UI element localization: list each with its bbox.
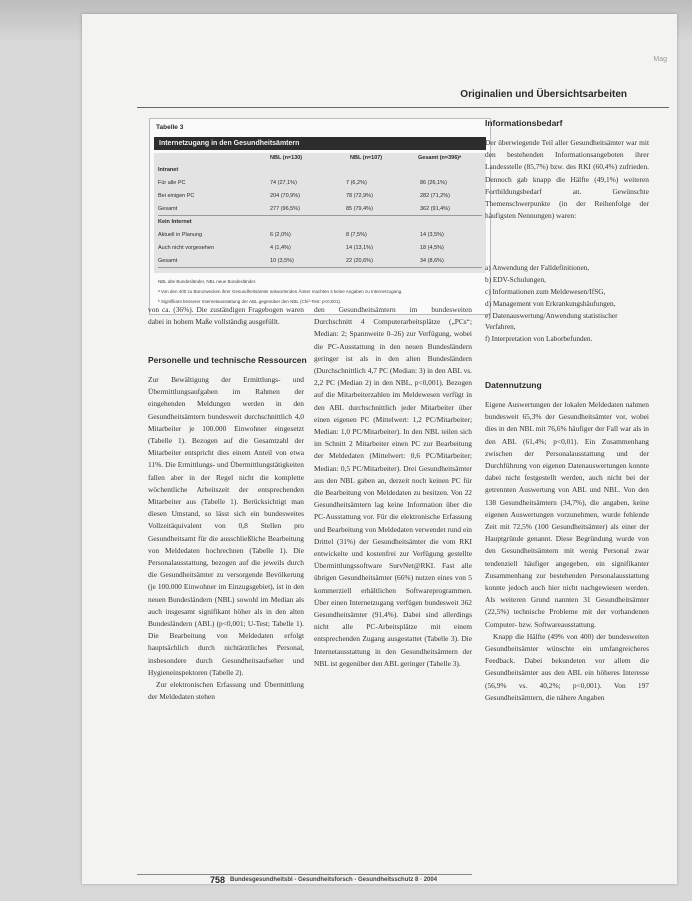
table-3 [149, 118, 491, 315]
table-cell: 74 (27,1%) [270, 180, 297, 186]
table-title: Internetzugang in den Gesundheitsämtern [154, 137, 486, 150]
table-cell: 85 (79,4%) [346, 206, 373, 212]
table-cell: 34 (8,6%) [420, 258, 444, 264]
table-row [158, 258, 482, 268]
column-header: NBL (n=130) [270, 155, 303, 161]
journal-page [82, 14, 677, 884]
table-row [158, 206, 482, 216]
table-cell: 14 (13,1%) [346, 245, 373, 251]
row-label: Intranet [158, 167, 179, 173]
section-header: Originalien und Übersichtsarbeiten [460, 89, 627, 100]
table-cell: 22 (20,6%) [346, 258, 373, 264]
row-label: Gesamt [158, 206, 178, 212]
corner-mark: Mag [653, 56, 667, 63]
table-row [158, 167, 482, 176]
column-header: Gesamt (n=396)ᵃ [418, 155, 462, 161]
section-heading: Personelle und technische Ressourcen [148, 355, 307, 365]
table-note: ᵇ Signifikant besserer Internetausstattung der ABL gegenüber den NBL (Chi²-Test: p<0,001). [158, 299, 342, 304]
table-row [158, 193, 482, 202]
row-label: Gesamt [158, 258, 178, 264]
paragraph: Eigene Auswertungen der lokalen Meldedaten nahmen bundesweit 65,3% der Gesundheitsämter vor, wobei dies in den NBL mit 76,6% häufiger der Fall war als in den ABL (61,4%; p<0,01). Ein Zusammenhang zwischen der Personalausstattung und der Durchführung von eigenen Datenauswertungen konnte dabei nicht festgestellt werden, auch nicht bei der getrennten Auswertung von ABL und NBL. Von den 138 Gesundheitsämtern (34,7%), die angaben, keine eigenen Auswertungen vorzunehmen, wurde fehlende Zeit mit 72,5% (100 Gesundheitsämter) als einer der Hauptgründe genannt. Diese Begründung wurde von den Gesundheitsämtern mit wenig Personal zwar tendenziell häufiger angegeben, ein signifikanter Zusammenhang zur bestehenden Personalausstattung konnte jedoch auch hier nicht nachgewiesen werden. Als weiteren Grund nannten 31 Gesundheitsämter (22,5%) technische Probleme mit der vorhandenen Computer- bzw. Softwareausstattung. [485, 400, 649, 629]
list-item: d) Management von Erkrankungshäufungen, [485, 299, 616, 308]
column-1-body [148, 374, 304, 703]
journal-citation: Bundesgesundheitsbl - Gesundheitsforsch - Gesundheitsschutz 8 · 2004 [230, 877, 438, 883]
paragraph: Knapp die Hälfte (49% von 400) der bundesweiten Gesundheitsämter wünschte ein umfangreicheres Feedback. Dabei bekundeten vor allem die Gesundheitsämter aus den ABL ein höheres Interesse (56,9% vs. 40,2%; p<0,001). Von 197 Gesundheitsämtern, die nähere Angaben [485, 631, 649, 702]
column-3-body [485, 399, 649, 704]
column-header: NBL (n=107) [350, 155, 383, 161]
section-heading: Informationsbedarf [485, 118, 563, 128]
row-label: Auch nicht vorgesehen [158, 245, 214, 251]
table-cell: 4 (1,4%) [270, 245, 291, 251]
section-heading: Datennutzung [485, 380, 542, 390]
column-3-intro [485, 137, 649, 222]
list-item: f) Interpretation von Laborbefunden. [485, 334, 593, 343]
table-cell: 204 (70,9%) [270, 193, 300, 199]
list-item: e) Datenauswertung/Anwendung statistischer Verfahren, [485, 311, 618, 331]
column-2 [314, 304, 472, 670]
paragraph: den Gesundheitsämtern im bundesweiten Durchschnitt 4 Computerarbeitsplätze („PCs“; Median: 2; Spannweite 0–26) zur Verfügung, wobei die PC-Ausstattung in den neuen Bundesländern geringer ist als in den alten Bundesländern (Durchschnittlich 4,7 PC (Median: 3) in den ABL vs. 2,2 PC (Median 2) in den NBL, p<0,001). Bezogen auf die Mitarbeiterzahlen im Meldewesen verfügt in den ABL durchschnittlich jeder Mitarbeiter über einen eigenen PC (Mittelwert: 1,2 PC/Mitarbeiter; Median: 1,0 PC/Mitarbeiter). In den NBL teilen sich im Schnitt 2 Mitarbeiter einen PC zur Bearbeitung der Meldedaten (Mittelwert: 0,6 PC/Mitarbeiter; Median: 0,5 PC/Mitarbeiter). Drei Gesundheitsämter aus den NBL gaben an, derzeit noch keinen PC für die Bearbeitung von Meldedaten zu besitzen. Von 22 Gesundheitsämtern lag keine Information über die PC-Ausstattung vor. Für die elektronische Erfassung und Bearbeitung von Meldedaten verwendet rund ein Drittel (31%) der Gesundheitsämter die vom RKI entwickelte und kostenfrei zur Verfügung gestellte Übermittlungssoftware SurvNet@RKI. Fast alle übrigen Gesundheitsämter (66%) nutzen eines von 5 kommerziell erhältlichen Softwareprogrammen. Über einen Internetzugang verfügen bundesweit 362 Gesundheitsämter (91,4%). Dabei sind allerdings nicht alle PC-Arbeitsplätze mit einem entsprechenden Zugang ausgestattet (Tabelle 3). Die Internetausstattung in den Gesundheitsämtern der NBL ist gegenüber den ABL geringer (Tabelle 3). [314, 305, 472, 668]
row-label: Bei einigen PC [158, 193, 195, 199]
page-number: 758 [210, 875, 226, 885]
table-number: Tabelle 3 [156, 124, 184, 131]
list-item: b) EDV-Schulungen, [485, 275, 546, 284]
column-1 [148, 304, 304, 328]
table-cell: 86 (26,1%) [420, 180, 447, 186]
table-cell: 78 (72,9%) [346, 193, 373, 199]
table-row [158, 219, 482, 228]
table-cell: 277 (96,5%) [270, 206, 300, 212]
header-rule [137, 107, 669, 108]
table-cell: 362 (91,4%) [420, 206, 450, 212]
topic-list [485, 262, 649, 345]
table-cell: 18 (4,5%) [420, 245, 444, 251]
table-cell: 7 (6,2%) [346, 180, 367, 186]
table-row [158, 232, 482, 241]
table-note: ᵃ Von den 400 zu Bürozwecken ihrer Gesundheitsämter antwortenden Ämter machten 4 keine Angaben zu Internetzugang. [158, 289, 403, 294]
row-label: Aktuell in Planung [158, 232, 203, 238]
paragraph: von ca. (36%). Die zuständigen Fragebogen waren dabei in hohem Maße vollständig ausgefüllt. [148, 305, 304, 327]
paragraph: Zur Bewältigung der Ermittlungs- und Übermittlungsaufgaben im Rahmen der eingehenden Meldungen werden in den Gesundheitsämtern bundesweit durchschnittlich 4,0 Mitarbeiter je 100.000 Einwohner eingesetzt (Tabelle 1). Bezogen auf die Gesamtzahl der Mitarbeiter entspricht dies einem Anteil von etwa 11%. Die Ermittlungs- und Übermittlungstätigkeiten fallen aber in der Regel nicht die komplette wöchentliche Arbeitszeit der entsprechenden Mitarbeiter aus (Tabelle 1). Berücksichtigt man diesen Umstand, so lässt sich ein bundesweites Vollzeitäquivalent von 0,8 Stellen pro Gesundheitsamt für die ausschließliche Bearbeitung von Meldedaten hochrechnen (Tabelle 1). Die Personalausstattung, bezogen auf die jeweils durch die Gesundheitsämter zu versorgende Bevölkerung (je 100.000 Einwohner im Einzugsgebiet), ist in den neuen Bundesländern (NBL) sowohl im Median als auch insgesamt signifikant höher als in den alten Bundesländern (ABL) (p<0,001; U-Test; Tabelle 1). Die Bearbeitung von Meldedaten erfolgt hauptsächlich durch nichtärztliches Personal, insbesondere durch Gesundheitsaufseher und Hygieneinspektoren (Tabelle 2). [148, 375, 304, 677]
table-cell: 282 (71,2%) [420, 193, 450, 199]
row-label: Kein Internet [158, 219, 192, 225]
table-row [158, 180, 482, 189]
list-item: a) Anwendung der Falldefinitionen, [485, 263, 590, 272]
row-label: Für alle PC [158, 180, 186, 186]
paragraph: Der überwiegende Teil aller Gesundheitsämter war mit den bestehenden Informationsangeboten ihrer Landesstelle (85,7%) bzw. des RKI (60,4%) zufrieden. Dennoch gab knapp die Hälfte (49,1%) weiteren Fortbildungsbedarf an. Gewünschte Themenschwerpunkte (in der Reihenfolge der häufigsten Nennungen) waren: [485, 138, 649, 221]
table-cell: 6 (2,0%) [270, 232, 291, 238]
table-row [158, 245, 482, 254]
table-cell: 14 (3,5%) [420, 232, 444, 238]
table-note: NBL alte Bundesländer, NBL neue Bundesländer. [158, 279, 257, 284]
list-item: c) Informationen zum Meldewesen/IfSG, [485, 287, 606, 296]
table-cell: 8 (7,5%) [346, 232, 367, 238]
footer-rule [137, 874, 472, 875]
table-cell: 10 (3,5%) [270, 258, 294, 264]
paragraph: Zur elektronischen Erfassung und Übermittlung der Meldedaten stehen [148, 680, 304, 702]
